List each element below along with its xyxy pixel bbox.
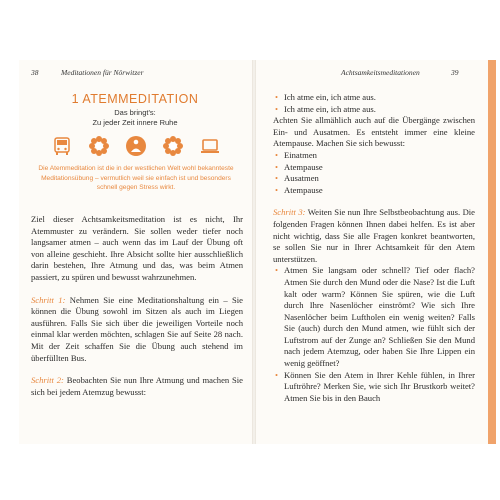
page-number: 39	[451, 68, 459, 77]
body-paragraph: Ziel dieser Achtsamkeitsmeditation ist es nicht, Ihr Atemmuster zu verändern. Sie sollen weder tiefer noch langsamer atmen – auch wenn das im Lauf der Übung oft von alleine geschieht. Ihre Absicht sollte hier ausschließlich darin bestehen, Ihre Atmung und das, was beim Atmen passiert, zu spüren und bewusst wahrzunehmen.	[31, 214, 243, 282]
intro-text: Die Atemmeditation ist die in der westlichen Welt wohl bekannteste Meditationsübung – vermutlich weil sie einfach ist und besonders schnell gegen Stress wirkt.	[38, 165, 234, 192]
step-2-paragraph	[31, 375, 243, 398]
book-spread	[19, 60, 496, 444]
body-paragraph: Achten Sie allmählich auch auf die Übergänge zwischen Ein- und Ausatmen. Es entsteht immer eine kleine Atempause. Machen Sie sich bewusst:	[273, 115, 475, 149]
list-item: • Ausatmen	[273, 173, 475, 185]
bullet-list	[273, 150, 475, 196]
step-text: Nehmen Sie eine Meditationshaltung ein – Sie können die Übung sowohl im Sitzen als auch im Liegen ausführen. Falls Sie sich über die jeweiligen Vorteile noch einmal klar werden möchten, schlagen Sie auf Seite 28 nach. Mit der Zeit schaffen Sie die Übung auch stehend im überfüllten Bus.	[31, 294, 243, 363]
page-edge-accent	[488, 60, 496, 444]
icon-row	[51, 135, 221, 159]
subtitle-line-2: Zu jeder Zeit innere Ruhe	[92, 118, 178, 127]
bullet-list	[273, 265, 475, 404]
list-item: • Atmen Sie langsam oder schnell? Tief oder flach? Atmen Sie durch den Mund oder die Nase? Ist die Luft kalt oder warm? Können Sie spüren, wie die Luft durch Ihre Nasenlöcher einströmt? Wie sich Ihre Nasenlöcher beim Luftholen ein wenig weiten? Falls Sie (auch) durch den Mund atmen, wie fühlt sich der Luftstrom auf der Zunge an? Schließen Sie den Mund nach jedem Atemzug, oder haben Sie Ihre Lippen ein wenig geöffnet?	[273, 265, 475, 369]
left-body	[31, 214, 243, 398]
list-item: • Atempause	[273, 185, 475, 197]
book-gutter	[252, 60, 256, 444]
step-1-paragraph	[31, 295, 243, 365]
flower-icon	[162, 135, 184, 157]
laptop-icon	[199, 135, 221, 157]
list-item: • Atempause	[273, 162, 475, 174]
step-3-paragraph	[273, 207, 475, 265]
step-label: Schritt 2:	[31, 375, 64, 386]
bullet-list	[273, 92, 475, 115]
right-page	[257, 60, 488, 444]
right-body	[273, 92, 475, 404]
running-head: Achtsamkeitsmeditationen	[341, 68, 420, 77]
flower-icon	[88, 135, 110, 157]
chapter-title: 1 ATEMMEDITATION	[71, 92, 199, 106]
running-head: Meditationen für Nörwitzer	[61, 68, 144, 77]
list-item: • Einatmen	[273, 150, 475, 162]
step-text: Weiten Sie nun Ihre Selbstbeobachtung aus. Die folgenden Fragen können Ihnen dabei helfen. Es ist aber nicht wichtig, dass Sie alle Fragen konkret beantworten, se sollen Sie nur in Ihrer Achtsamkeit für den Atem unterstützen.	[273, 207, 475, 264]
subtitle-line-1: Das bringt's:	[114, 108, 156, 117]
list-item: • Können Sie den Atem in Ihrer Kehle fühlen, in Ihrer Luftröhre? Merken Sie, wie sich Ihr Brustkorb weitet? Atmen Sie bis in den Bauch	[273, 370, 475, 405]
subtitle	[19, 108, 251, 128]
list-item: • Ich atme ein, ich atme aus.	[273, 92, 475, 104]
list-item: • Ich atme ein, ich atme aus.	[273, 104, 475, 116]
bus-icon	[51, 135, 73, 157]
person-icon	[125, 135, 147, 157]
step-text: Beobachten Sie nun Ihre Atmung und machen Sie sich bei jedem Atemzug bewusst:	[31, 375, 243, 397]
page-number: 38	[31, 68, 39, 77]
step-label: Schritt 1:	[31, 294, 66, 305]
step-label: Schritt 3:	[273, 207, 306, 218]
left-page	[19, 60, 251, 444]
